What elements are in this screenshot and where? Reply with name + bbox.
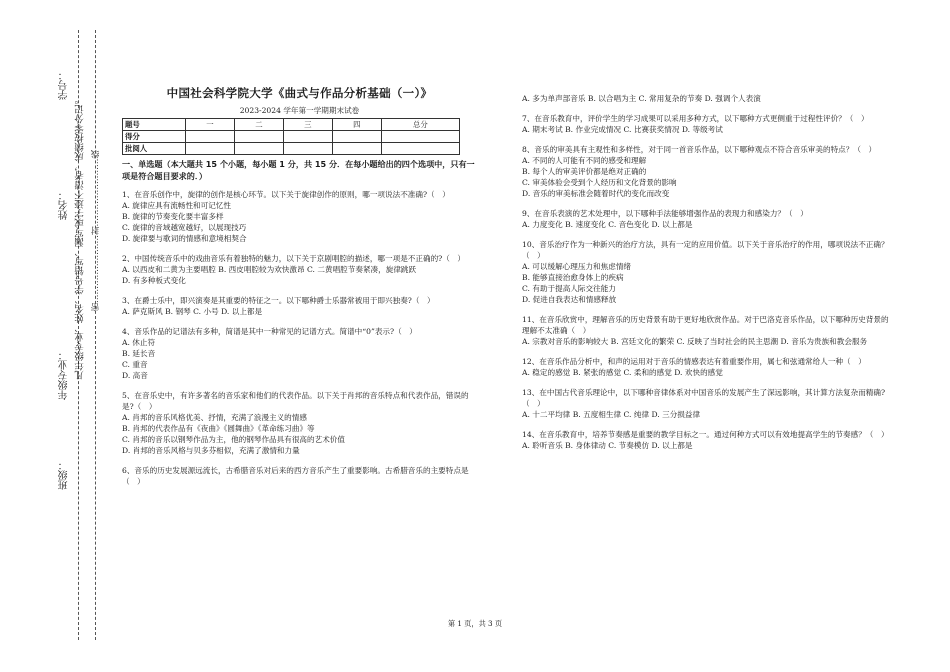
- answer-option: A. 多为单声部音乐 B. 以合唱为主 C. 常用复杂的节奏 D. 强调个人表演: [522, 94, 761, 103]
- answer-option: D. 旋律要与歌词的情感和意境相契合: [122, 234, 247, 243]
- score-cell: [381, 131, 459, 143]
- question-item: [522, 429, 894, 451]
- answer-option: D. 有多种板式变化: [122, 276, 186, 285]
- page-footer: 第 1 页，共 3 页: [447, 619, 503, 628]
- answer-option: D. 肖邦的音乐风格与贝多芬相似，充满了激情和力量: [122, 446, 300, 455]
- answer-option: A. 宗教对音乐的影响较大 B. 宫廷文化的繁荣 C. 反映了当时社会的民主思潮 D. 音乐为贵族和教会服务: [522, 337, 868, 346]
- question-item: [522, 387, 894, 420]
- score-cell: [186, 131, 235, 143]
- right-question-list: [522, 93, 894, 451]
- question-stem: 6、音乐的历史发展源远流长，古希腊音乐对后来的西方音乐产生了重要影响。古希腊音乐的主要特点是（ ）: [122, 466, 469, 486]
- grader-cell: [381, 143, 459, 155]
- question-stem: 5、在音乐史中，有许多著名的音乐家和他们的代表作品。以下关于肖邦的音乐特点和代表作品，错误的是?（ ）: [122, 391, 469, 411]
- question-item: [122, 390, 477, 456]
- answer-option: A. 期末考试 B. 作业完成情况 C. 比赛获奖情况 D. 等级考试: [522, 125, 723, 134]
- answer-option: D. 高音: [122, 371, 148, 380]
- answer-option: C. 重音: [122, 360, 148, 369]
- right-column: [522, 93, 894, 460]
- binding-dashed-line-outer: [95, 30, 96, 640]
- grader-row: [123, 143, 460, 155]
- answer-option: C. 旋律的音域越宽越好，以展现技巧: [122, 223, 247, 232]
- grader-cell: [332, 143, 381, 155]
- question-item: [522, 356, 894, 378]
- binding-margin: [0, 0, 110, 672]
- score-cell: [332, 131, 381, 143]
- score-col-2: 二: [234, 119, 283, 131]
- grader-cell: [234, 143, 283, 155]
- name-field: 姓名：: [59, 190, 70, 220]
- grader-row-label: 批阅人: [123, 143, 186, 155]
- answer-option: A. 稳定的感觉 B. 紧张的感觉 C. 柔和的感觉 D. 欢快的感觉: [522, 368, 723, 377]
- question-stem: 3、在爵士乐中，即兴演奏是其重要的特征之一。以下哪种爵士乐器常被用于即兴独奏?（ ）: [122, 296, 435, 305]
- left-column: [122, 88, 477, 496]
- class-field: 班级：: [59, 460, 70, 490]
- question-stem: 11、在音乐欣赏中，理解音乐的历史背景有助于更好地欣赏作品。对于巴洛克音乐作品，以下哪种历史背景的理解不太准确（ ）: [522, 315, 889, 335]
- question-item: [122, 189, 477, 244]
- question-stem: 1、在音乐创作中，旋律的创作是核心环节。以下关于旋律创作的原则，哪一项说法不准确?（ ）: [122, 190, 450, 199]
- student-id-field: 学号：: [59, 70, 70, 100]
- answer-option: B. 能够直接治愈身体上的疾病: [522, 273, 624, 282]
- question-stem: 10、音乐治疗作为一种新兴的治疗方法，具有一定的应用价值。以下关于音乐治疗的作用，哪项说法不正确？（ ）: [522, 240, 889, 260]
- question-item: [122, 465, 477, 487]
- answer-option: C. 审美体验会受到个人经历和文化背景的影响: [522, 178, 677, 187]
- question-stem: 2、中国传统音乐中的戏曲音乐有着独特的魅力，以下关于京剧唱腔的描述，哪一项是不正确的?（ ）: [122, 254, 466, 263]
- answer-option: B. 每个人的审美评价都是绝对正确的: [522, 167, 647, 176]
- score-cell: [234, 131, 283, 143]
- answer-option: C. 有助于提高人际交往能力: [522, 284, 616, 293]
- question-item: [522, 93, 894, 104]
- answer-option: A. 可以缓解心理压力和焦虑情绪: [522, 262, 632, 271]
- question-item: [522, 314, 894, 347]
- score-col-3: 三: [283, 119, 332, 131]
- answer-option: A. 聆听音乐 B. 身体律动 C. 节奏模仿 D. 以上都是: [522, 441, 693, 450]
- question-item: [522, 208, 894, 230]
- question-item: [122, 326, 477, 381]
- grader-cell: [186, 143, 235, 155]
- question-item: [122, 253, 477, 286]
- answer-option: A. 十二平均律 B. 五度相生律 C. 纯律 D. 三分损益律: [522, 410, 701, 419]
- section-heading: 一、单选题（本大题共 15 个小题，每小题 1 分，共 15 分．在每小题给出的四个选项中，只有一项是符合题目要求的．）: [122, 159, 475, 181]
- question-stem: 12、在音乐作品分析中，和声的运用对于音乐的情感表达有着重要作用，属七和弦通常给人一种（ ）: [522, 357, 866, 366]
- answer-option: D. 促进自我表达和情感释放: [522, 295, 617, 304]
- score-col-1: 一: [186, 119, 235, 131]
- answer-option: A. 以西皮和二黄为主要唱腔 B. 西皮唱腔较为欢快激昂 C. 二黄唱腔节奏紧凑，旋律跳跃: [122, 265, 417, 274]
- question-stem: 13、在中国古代音乐理论中，以下哪种音律体系对中国音乐的发展产生了深远影响，其计算方法复杂而精确?（ ）: [522, 388, 886, 408]
- answer-option: C. 肖邦的音乐以钢琴作品为主，他的钢琴作品具有很高的艺术价值: [122, 435, 345, 444]
- answer-option: A. 肖邦的音乐风格优美、抒情，充满了浪漫主义的情感: [122, 413, 307, 422]
- score-row: [123, 131, 460, 143]
- question-item: [522, 144, 894, 199]
- exam-subtitle: 2023-2024 学年第一学期期末试卷: [239, 106, 360, 115]
- question-stem: 4、音乐作品的记谱法有多种，简谱是其中一种常见的记谱方式。简谱中“0”表示?（ ）: [122, 327, 417, 336]
- major-field: 年级专业：: [59, 350, 70, 400]
- answer-option: B. 延长音: [122, 349, 156, 358]
- question-stem: 14、在音乐教育中，培养节奏感是重要的教学目标之一。通过何种方式可以有效地提高学生的节奏感？（ ）: [522, 430, 889, 439]
- question-stem: 7、在音乐教育中，评价学生的学习成果可以采用多种方式，以下哪种方式更侧重于过程性评价？（ ）: [522, 114, 869, 123]
- answer-option: A. 旋律应具有流畅性和可记忆性: [122, 201, 232, 210]
- exam-title: 中国社会科学院大学《曲式与作品分析基础（一）》: [166, 86, 433, 100]
- answer-option: A. 力度变化 B. 速度变化 C. 音色变化 D. 以上都是: [522, 220, 693, 229]
- score-col-label: 题号: [123, 119, 186, 131]
- score-col-4: 四: [332, 119, 381, 131]
- score-row-label: 得分: [123, 131, 186, 143]
- score-table: [122, 118, 460, 155]
- answer-option: B. 肖邦的代表作品有《夜曲》《圆舞曲》《革命练习曲》等: [122, 424, 315, 433]
- answer-option: A. 休止符: [122, 338, 156, 347]
- left-question-list: [122, 189, 477, 487]
- score-cell: [283, 131, 332, 143]
- answer-option: D. 音乐的审美标准会随着时代的变化而改变: [522, 189, 670, 198]
- grader-cell: [283, 143, 332, 155]
- question-item: [122, 295, 477, 317]
- answer-option: A. 萨克斯风 B. 钢琴 C. 小号 D. 以上都是: [122, 307, 263, 316]
- question-stem: 8、音乐的审美具有主观性和多样性，对于同一首音乐作品，以下哪种观点不符合音乐审美的特点？（ ）: [522, 145, 877, 154]
- score-col-total: 总分: [381, 119, 459, 131]
- question-item: [522, 239, 894, 305]
- binding-notice: 凡年级专业、姓名、学号错写、漏写或字迹不清者，成绩按零分记。: [75, 95, 86, 380]
- answer-option: B. 旋律的节奏变化要丰富多样: [122, 212, 224, 221]
- seal-line-label: 密……………………封……………………线: [91, 150, 101, 312]
- question-item: [522, 113, 894, 135]
- question-stem: 9、在音乐表演的艺术处理中，以下哪种手法能够增强作品的表现力和感染力？（ ）: [522, 209, 808, 218]
- score-table-header-row: [123, 119, 460, 131]
- answer-option: A. 不同的人可能有不同的感受和理解: [522, 156, 647, 165]
